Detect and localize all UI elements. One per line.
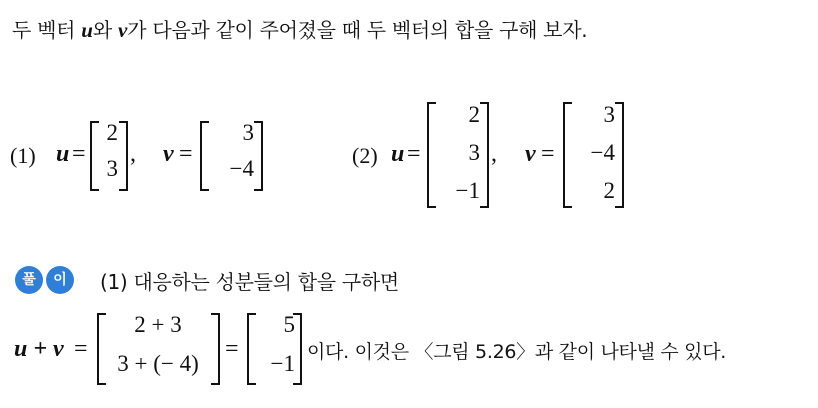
intro-text-1: 두 벡터: [12, 18, 82, 42]
matrix-entry: 3: [603, 102, 615, 127]
matrix-entry: 3: [242, 120, 254, 145]
solution-trailing-text: 이다. 이것은 〈그림 5.26〉과 같이 나타낼 수 있다.: [307, 341, 727, 363]
matrix-entry: 2: [468, 102, 480, 127]
matrix-entry: 3: [468, 140, 480, 165]
vector-v-symbol: v: [117, 18, 128, 42]
matrix-left-bracket: [90, 121, 99, 191]
matrix-right-bracket: [615, 102, 624, 208]
matrix-entry: −1: [270, 351, 295, 376]
matrix-entry: −4: [590, 140, 615, 165]
matrix-entry: 2: [603, 178, 615, 203]
matrix-right-bracket: [254, 121, 263, 191]
problem-1-u-name: u: [56, 141, 70, 167]
intro-text-3: 가 다음과 같이 주어졌을 때 두 벡터의 합을 구해 보자.: [127, 18, 588, 42]
problem-2-v-name: v: [525, 141, 536, 167]
equals-sign: =: [179, 141, 193, 167]
intro-text-2: 와: [92, 18, 118, 42]
matrix-right-bracket: [119, 121, 128, 191]
solution-badge-2: 이: [46, 266, 74, 294]
intro-sentence: [12, 14, 587, 43]
matrix-entry: 3 + (− 4): [117, 351, 199, 376]
matrix-left-bracket: [427, 102, 436, 208]
matrix-entry: −1: [455, 178, 480, 203]
equals-sign: =: [407, 141, 421, 167]
problem-1-label: (1): [10, 143, 36, 168]
problem-1-v-name: v: [163, 141, 174, 167]
matrix-right-bracket: [480, 102, 489, 208]
matrix-right-bracket: [293, 313, 302, 385]
equals-sign: =: [541, 141, 555, 167]
matrix-entry: 5: [283, 312, 295, 337]
problem-2-u-name: u: [391, 141, 405, 167]
solution-lhs: u + v: [14, 336, 64, 362]
matrix-entry: 2: [106, 120, 118, 145]
solution-badge-1: 풀: [15, 266, 43, 294]
matrix-entry: −4: [229, 156, 254, 181]
equals-sign: =: [72, 141, 86, 167]
equals-sign: =: [225, 336, 239, 362]
matrix-entry: 3: [106, 156, 118, 181]
equals-sign: =: [74, 336, 88, 362]
matrix-right-bracket: [211, 313, 220, 385]
comma: ,: [491, 141, 497, 167]
vector-u-symbol: u: [81, 18, 93, 42]
matrix-entry: 2 + 3: [134, 312, 182, 337]
solution-step-text: (1) 대응하는 성분들의 합을 구하면: [100, 270, 399, 294]
comma: ,: [130, 141, 136, 167]
problem-2-label: (2): [352, 143, 378, 168]
